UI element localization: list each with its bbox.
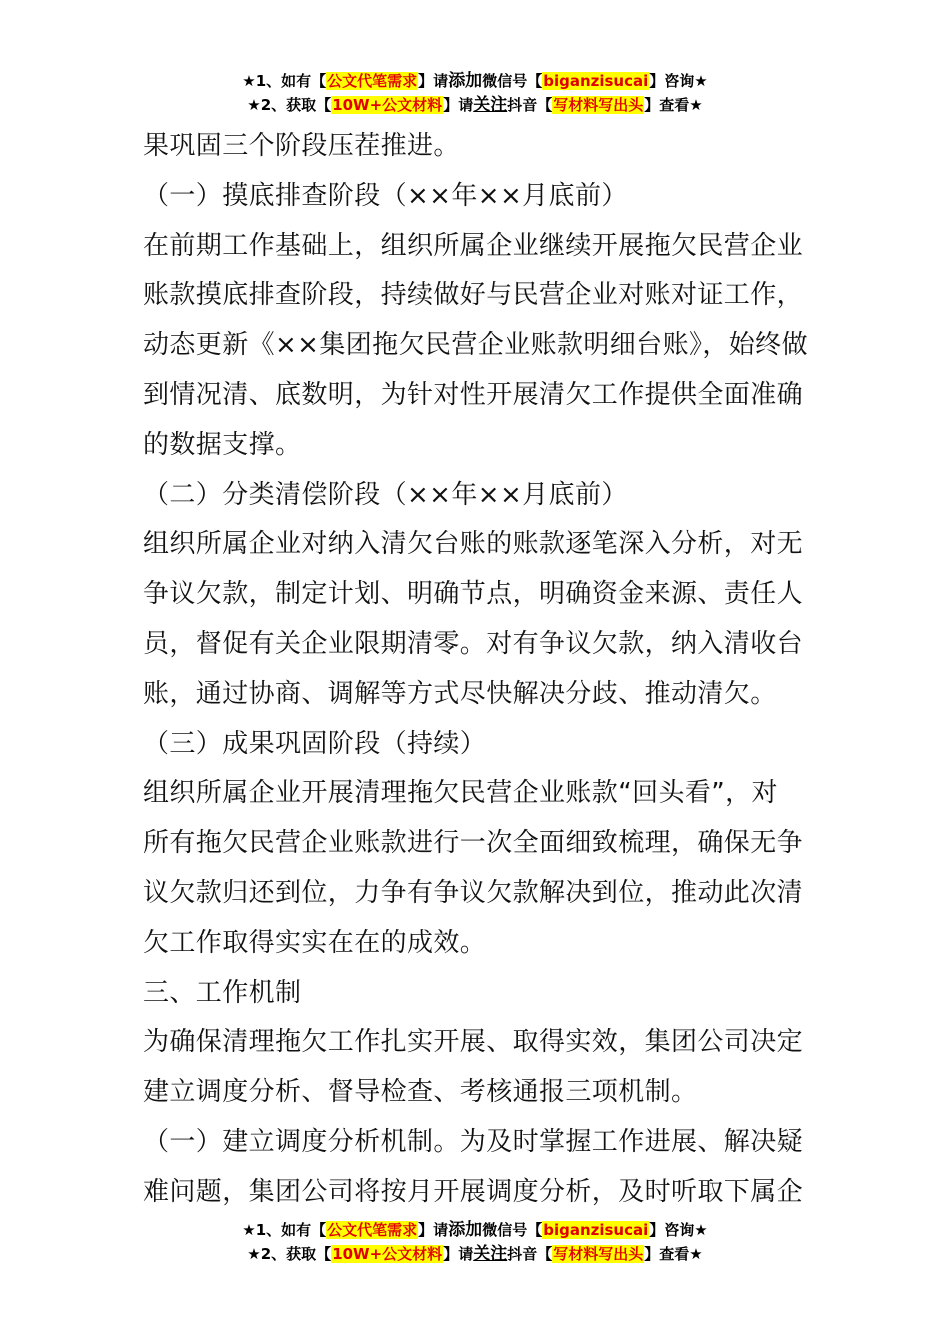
highlight-tag: 公文代笔需求 — [327, 72, 418, 90]
promo-line-1: ★1、如有【公文代笔需求】请添加微信号【biganzisucai】咨询★ — [242, 71, 708, 91]
promo-line-1: ★1、如有【公文代笔需求】请添加微信号【biganzisucai】咨询★ — [242, 1220, 708, 1240]
section-heading: （一）建立调度分析机制。为及时掌握工作进展、解决疑 — [143, 1126, 804, 1157]
body-line: 建立调度分析、督导检查、考核通报三项机制。 — [143, 1077, 698, 1108]
body-line: 争议欠款，制定计划、明确节点，明确资金来源、责任人 — [143, 579, 804, 610]
section-heading: （三）成果巩固阶段（持续） — [143, 728, 487, 759]
section-heading: （二）分类清偿阶段（××年××月底前） — [143, 479, 628, 510]
body-line: 账款摸底排查阶段，持续做好与民营企业对账对证工作， — [143, 280, 804, 311]
footer-promo-banner — [0, 1218, 950, 1266]
highlight-tag: 10W+公文材料 — [332, 1245, 443, 1263]
chapter-heading: 三、工作机制 — [143, 977, 302, 1008]
highlight-tag: 10W+公文材料 — [332, 96, 443, 114]
body-line: 的数据支撑。 — [143, 429, 302, 460]
highlight-tag: biganzisucai — [543, 1221, 649, 1239]
body-line: 所有拖欠民营企业账款进行一次全面细致梳理，确保无争 — [143, 828, 804, 859]
highlight-tag: biganzisucai — [543, 72, 649, 90]
section-heading: （一）摸底排查阶段（××年××月底前） — [143, 180, 628, 211]
body-line: 欠工作取得实实在在的成效。 — [143, 927, 487, 958]
body-line: 议欠款归还到位，力争有争议欠款解决到位，推动此次清 — [143, 877, 804, 908]
body-line: 果巩固三个阶段压茬推进。 — [143, 131, 460, 161]
body-line: 难问题，集团公司将按月开展调度分析，及时听取下属企 — [143, 1176, 804, 1207]
promo-line-2: ★2、获取【10W+公文材料】请关注抖音【写材料写出头】查看★ — [247, 1244, 703, 1264]
highlight-tag: 写材料写出头 — [553, 1245, 644, 1263]
body-line: 为确保清理拖欠工作扎实开展、取得实效，集团公司决定 — [143, 1027, 804, 1058]
body-line: 组织所属企业开展清理拖欠民营企业账款“回头看”，对 — [143, 778, 778, 809]
body-line: 动态更新《××集团拖欠民营企业账款明细台账》，始终做 — [143, 330, 808, 361]
highlight-tag: 公文代笔需求 — [327, 1221, 418, 1239]
highlight-tag: 写材料写出头 — [553, 96, 644, 114]
document-body — [143, 122, 809, 1218]
body-line: 到情况清、底数明，为针对性开展清欠工作提供全面准确 — [143, 379, 804, 410]
body-line: 员，督促有关企业限期清零。对有争议欠款，纳入清收台 — [143, 628, 804, 659]
header-promo-banner — [0, 69, 950, 117]
promo-line-2: ★2、获取【10W+公文材料】请关注抖音【写材料写出头】查看★ — [247, 95, 703, 115]
body-line: 在前期工作基础上，组织所属企业继续开展拖欠民营企业 — [143, 230, 804, 261]
body-line: 账，通过协商、调解等方式尽快解决分歧、推动清欠。 — [143, 678, 777, 709]
body-line: 组织所属企业对纳入清欠台账的账款逐笔深入分析，对无 — [143, 529, 804, 560]
